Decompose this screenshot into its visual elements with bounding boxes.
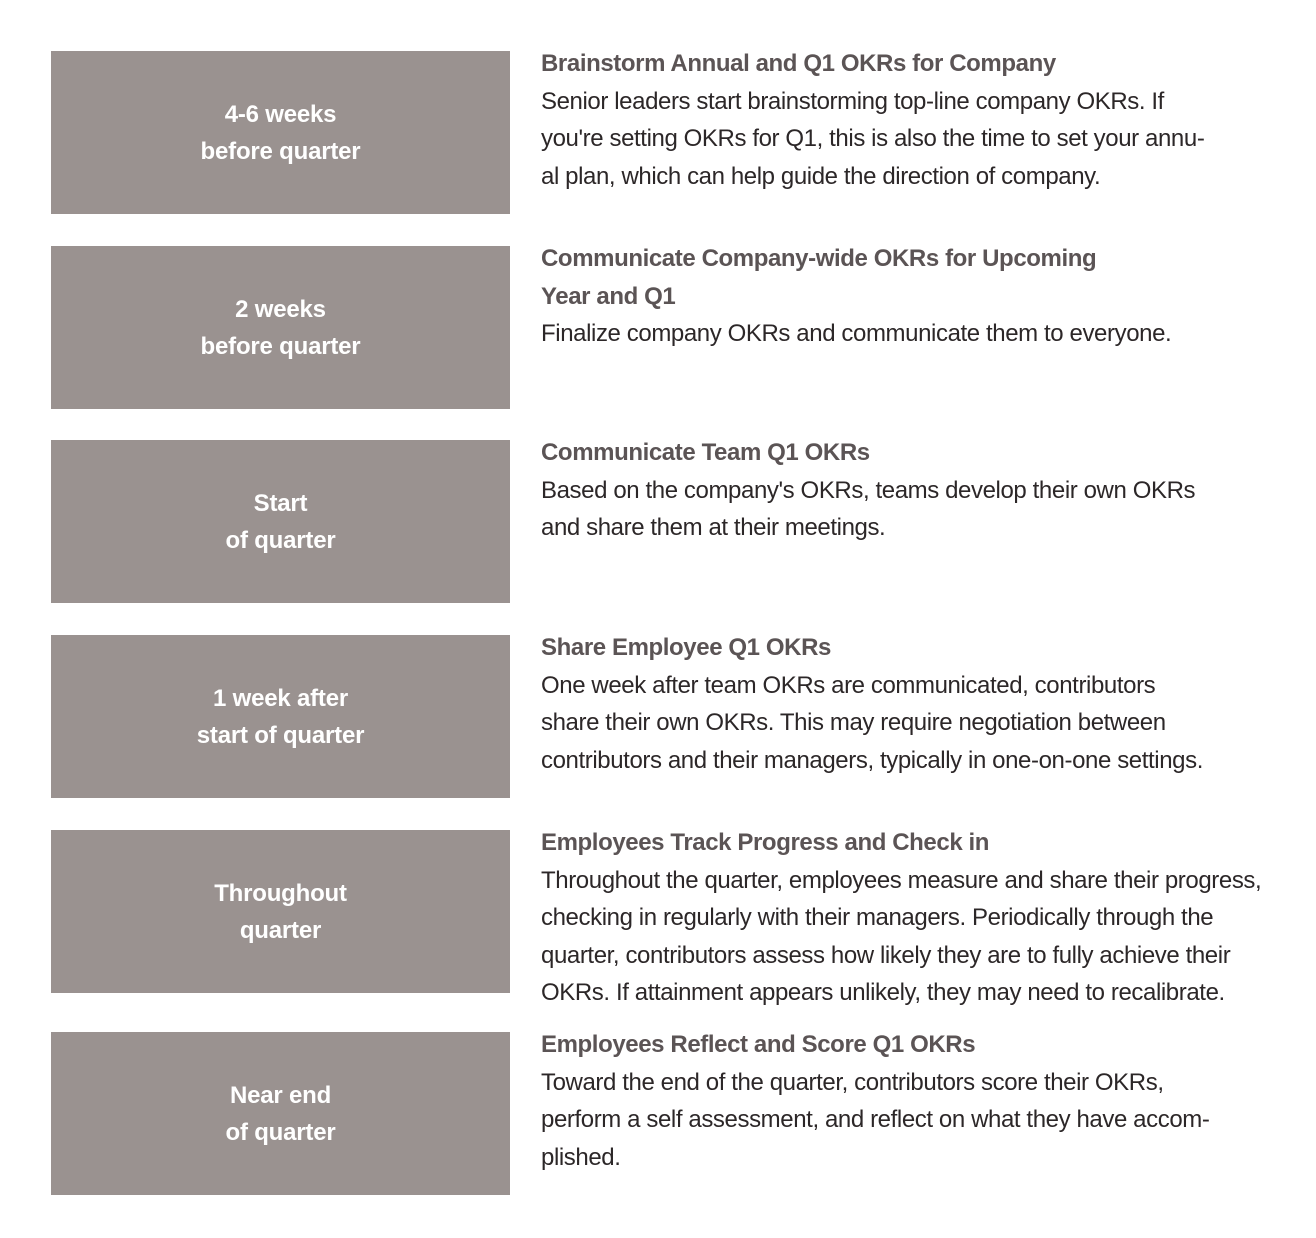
timing-line: quarter bbox=[239, 916, 322, 944]
timing-line: of quarter bbox=[225, 1118, 336, 1146]
timing-box bbox=[51, 635, 510, 798]
step-title: Brainstorm Annual and Q1 OKRs for Company bbox=[541, 50, 1056, 77]
step-title: Employees Track Progress and Check in bbox=[541, 829, 990, 856]
timing-box bbox=[51, 1032, 510, 1195]
step-description-line: plished. bbox=[541, 1143, 621, 1171]
step-description-line: Toward the end of the quarter, contributors score their OKRs, bbox=[541, 1068, 1164, 1096]
step-content bbox=[541, 1026, 1286, 1176]
step-description-line: checking in regularly with their managers. Periodically through the bbox=[541, 904, 1214, 931]
step-title: Year and Q1 bbox=[541, 282, 676, 310]
step-description-line: Senior leaders start brainstorming top-line company OKRs. If bbox=[541, 87, 1164, 115]
step-content bbox=[541, 45, 1286, 195]
timing-line: before quarter bbox=[200, 137, 361, 165]
step-description-line: you're setting OKRs for Q1, this is also the time to set your annu- bbox=[541, 125, 1205, 152]
step-description-line: share their own OKRs. This may require negotiation between bbox=[541, 709, 1166, 736]
step-description-line: Based on the company's OKRs, teams develop their own OKRs bbox=[541, 476, 1196, 504]
step-description-line: perform a self assessment, and reflect on what they have accom- bbox=[541, 1106, 1210, 1133]
step-description-line: Finalize company OKRs and communicate them to everyone. bbox=[541, 320, 1172, 347]
step-description-line: OKRs. If attainment appears unlikely, they may need to recalibrate. bbox=[541, 979, 1225, 1006]
timing-line: Start bbox=[253, 489, 308, 517]
step-title: Communicate Company-wide OKRs for Upcoming bbox=[541, 245, 1097, 272]
step-content bbox=[541, 240, 1286, 353]
step-title: Communicate Team Q1 OKRs bbox=[541, 439, 870, 466]
timing-box bbox=[51, 51, 510, 214]
timing-line: start of quarter bbox=[196, 721, 365, 749]
step-description-line: al plan, which can help guide the direction of company. bbox=[541, 162, 1101, 190]
timing-line: of quarter bbox=[225, 526, 336, 554]
step-description-line: contributors and their managers, typically in one-on-one settings. bbox=[541, 746, 1203, 774]
timing-box bbox=[51, 246, 510, 409]
step-content bbox=[541, 434, 1286, 547]
timing-line: 1 week after bbox=[212, 684, 348, 712]
step-title: Employees Reflect and Score Q1 OKRs bbox=[541, 1031, 976, 1058]
step-content bbox=[541, 629, 1286, 779]
timing-line: before quarter bbox=[200, 332, 361, 360]
timing-line: Throughout bbox=[214, 879, 347, 907]
timing-line: 4-6 weeks bbox=[224, 100, 337, 128]
step-description-line: and share them at their meetings. bbox=[541, 514, 886, 541]
step-description-line: One week after team OKRs are communicated, contributors bbox=[541, 671, 1156, 699]
timing-box bbox=[51, 830, 510, 993]
step-title: Share Employee Q1 OKRs bbox=[541, 634, 831, 661]
step-description-line: Throughout the quarter, employees measure and share their progress, bbox=[541, 866, 1262, 894]
timing-line: Near end bbox=[229, 1081, 332, 1109]
step-content bbox=[541, 824, 1286, 1012]
timing-box bbox=[51, 440, 510, 603]
timing-line: 2 weeks bbox=[235, 295, 326, 323]
step-description-line: quarter, contributors assess how likely they are to fully achieve their bbox=[541, 941, 1231, 969]
